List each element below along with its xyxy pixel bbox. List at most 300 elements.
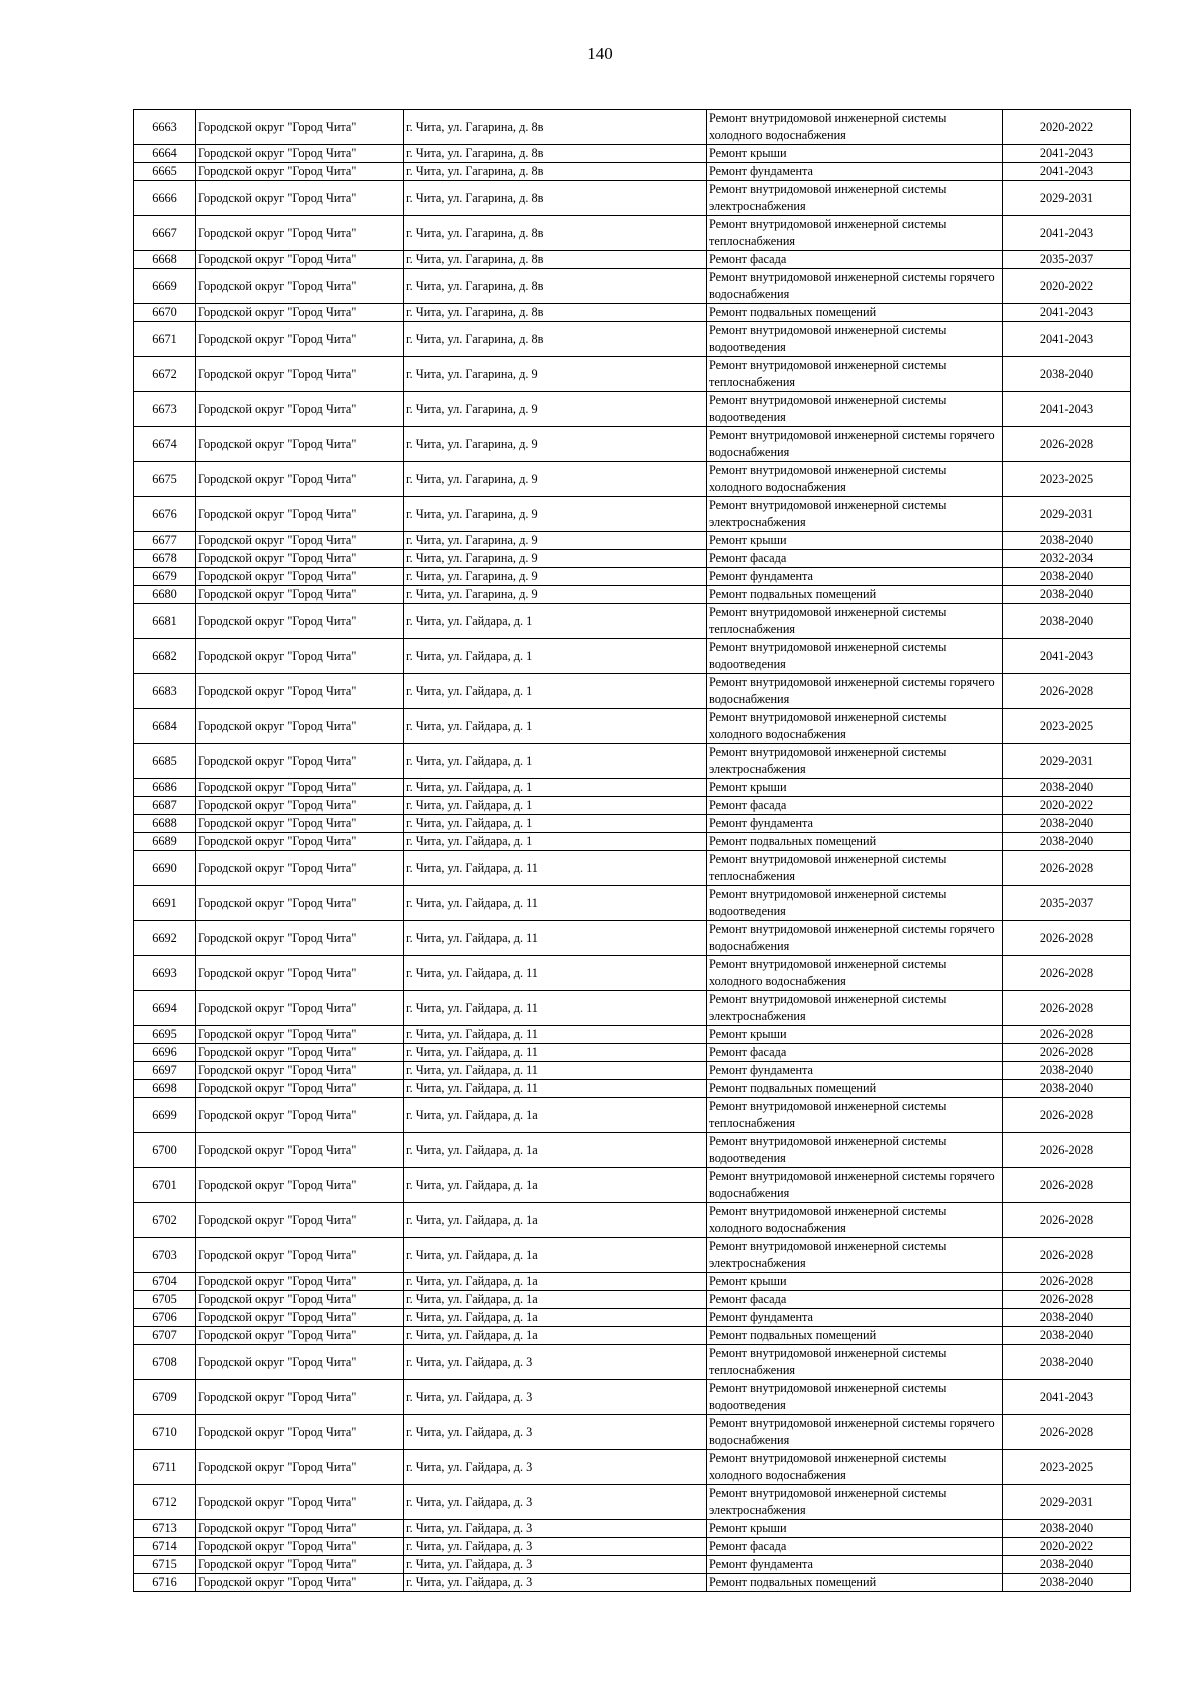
municipality-cell: Городской округ "Город Чита" bbox=[196, 1345, 404, 1380]
period-cell: 2038-2040 bbox=[1003, 1574, 1131, 1592]
address-cell: г. Чита, ул. Гайдара, д. 3 bbox=[404, 1450, 707, 1485]
table-row bbox=[134, 1044, 1131, 1062]
table-row bbox=[134, 163, 1131, 181]
period-cell: 2023-2025 bbox=[1003, 1450, 1131, 1485]
municipality-cell: Городской округ "Город Чита" bbox=[196, 1026, 404, 1044]
table-row bbox=[134, 1345, 1131, 1380]
municipality-cell: Городской округ "Город Чита" bbox=[196, 744, 404, 779]
work-type-cell: Ремонт внутридомовой инженерной системы горячего водоснабжения bbox=[707, 1415, 1003, 1450]
period-cell: 2026-2028 bbox=[1003, 1273, 1131, 1291]
municipality-cell: Городской округ "Город Чита" bbox=[196, 833, 404, 851]
work-type-cell: Ремонт внутридомовой инженерной системы электроснабжения bbox=[707, 744, 1003, 779]
row-number: 6674 bbox=[134, 427, 196, 462]
table-row bbox=[134, 1080, 1131, 1098]
table-row bbox=[134, 1203, 1131, 1238]
address-cell: г. Чита, ул. Гайдара, д. 3 bbox=[404, 1345, 707, 1380]
table-row bbox=[134, 532, 1131, 550]
municipality-cell: Городской округ "Город Чита" bbox=[196, 304, 404, 322]
address-cell: г. Чита, ул. Гагарина, д. 8в bbox=[404, 110, 707, 145]
work-type-cell: Ремонт подвальных помещений bbox=[707, 1574, 1003, 1592]
work-type-cell: Ремонт внутридомовой инженерной системы водоотведения bbox=[707, 392, 1003, 427]
municipality-cell: Городской округ "Город Чита" bbox=[196, 1291, 404, 1309]
table-row bbox=[134, 1450, 1131, 1485]
municipality-cell: Городской округ "Город Чита" bbox=[196, 1168, 404, 1203]
municipality-cell: Городской округ "Город Чита" bbox=[196, 497, 404, 532]
work-type-cell: Ремонт внутридомовой инженерной системы холодного водоснабжения bbox=[707, 462, 1003, 497]
address-cell: г. Чита, ул. Гагарина, д. 9 bbox=[404, 568, 707, 586]
table-row bbox=[134, 1556, 1131, 1574]
period-cell: 2041-2043 bbox=[1003, 163, 1131, 181]
period-cell: 2041-2043 bbox=[1003, 216, 1131, 251]
work-type-cell: Ремонт фасада bbox=[707, 550, 1003, 568]
period-cell: 2038-2040 bbox=[1003, 1080, 1131, 1098]
table-row bbox=[134, 110, 1131, 145]
row-number: 6682 bbox=[134, 639, 196, 674]
municipality-cell: Городской округ "Город Чита" bbox=[196, 956, 404, 991]
address-cell: г. Чита, ул. Гагарина, д. 8в bbox=[404, 251, 707, 269]
work-type-cell: Ремонт фундамента bbox=[707, 568, 1003, 586]
address-cell: г. Чита, ул. Гайдара, д. 1 bbox=[404, 604, 707, 639]
work-type-cell: Ремонт внутридомовой инженерной системы электроснабжения bbox=[707, 181, 1003, 216]
municipality-cell: Городской округ "Город Чита" bbox=[196, 1238, 404, 1273]
row-number: 6683 bbox=[134, 674, 196, 709]
address-cell: г. Чита, ул. Гайдара, д. 1а bbox=[404, 1203, 707, 1238]
period-cell: 2038-2040 bbox=[1003, 1327, 1131, 1345]
table-row bbox=[134, 1168, 1131, 1203]
table-row bbox=[134, 639, 1131, 674]
address-cell: г. Чита, ул. Гагарина, д. 9 bbox=[404, 532, 707, 550]
municipality-cell: Городской округ "Город Чита" bbox=[196, 886, 404, 921]
municipality-cell: Городской округ "Город Чита" bbox=[196, 357, 404, 392]
table-row bbox=[134, 269, 1131, 304]
municipality-cell: Городской округ "Город Чита" bbox=[196, 1309, 404, 1327]
address-cell: г. Чита, ул. Гагарина, д. 8в bbox=[404, 163, 707, 181]
row-number: 6698 bbox=[134, 1080, 196, 1098]
address-cell: г. Чита, ул. Гайдара, д. 1а bbox=[404, 1309, 707, 1327]
row-number: 6696 bbox=[134, 1044, 196, 1062]
municipality-cell: Городской округ "Город Чита" bbox=[196, 921, 404, 956]
municipality-cell: Городской округ "Город Чита" bbox=[196, 797, 404, 815]
table-row bbox=[134, 1327, 1131, 1345]
address-cell: г. Чита, ул. Гайдара, д. 11 bbox=[404, 1062, 707, 1080]
municipality-cell: Городской округ "Город Чита" bbox=[196, 709, 404, 744]
row-number: 6688 bbox=[134, 815, 196, 833]
period-cell: 2038-2040 bbox=[1003, 1345, 1131, 1380]
table-row bbox=[134, 1273, 1131, 1291]
period-cell: 2041-2043 bbox=[1003, 392, 1131, 427]
period-cell: 2035-2037 bbox=[1003, 251, 1131, 269]
row-number: 6689 bbox=[134, 833, 196, 851]
table-row bbox=[134, 921, 1131, 956]
row-number: 6714 bbox=[134, 1538, 196, 1556]
municipality-cell: Городской округ "Город Чита" bbox=[196, 1327, 404, 1345]
table-row bbox=[134, 586, 1131, 604]
row-number: 6671 bbox=[134, 322, 196, 357]
municipality-cell: Городской округ "Город Чита" bbox=[196, 1520, 404, 1538]
work-type-cell: Ремонт внутридомовой инженерной системы горячего водоснабжения bbox=[707, 269, 1003, 304]
municipality-cell: Городской округ "Город Чита" bbox=[196, 604, 404, 639]
municipality-cell: Городской округ "Город Чита" bbox=[196, 1273, 404, 1291]
work-type-cell: Ремонт подвальных помещений bbox=[707, 1080, 1003, 1098]
municipality-cell: Городской округ "Город Чита" bbox=[196, 1203, 404, 1238]
address-cell: г. Чита, ул. Гайдара, д. 3 bbox=[404, 1538, 707, 1556]
address-cell: г. Чита, ул. Гайдара, д. 1 bbox=[404, 815, 707, 833]
row-number: 6711 bbox=[134, 1450, 196, 1485]
work-type-cell: Ремонт внутридомовой инженерной системы водоотведения bbox=[707, 1380, 1003, 1415]
municipality-cell: Городской округ "Город Чита" bbox=[196, 163, 404, 181]
municipality-cell: Городской округ "Город Чита" bbox=[196, 110, 404, 145]
period-cell: 2041-2043 bbox=[1003, 322, 1131, 357]
period-cell: 2029-2031 bbox=[1003, 497, 1131, 532]
period-cell: 2041-2043 bbox=[1003, 1380, 1131, 1415]
row-number: 6709 bbox=[134, 1380, 196, 1415]
address-cell: г. Чита, ул. Гагарина, д. 9 bbox=[404, 357, 707, 392]
address-cell: г. Чита, ул. Гайдара, д. 3 bbox=[404, 1556, 707, 1574]
municipality-cell: Городской округ "Город Чита" bbox=[196, 1133, 404, 1168]
address-cell: г. Чита, ул. Гайдара, д. 1 bbox=[404, 674, 707, 709]
municipality-cell: Городской округ "Город Чита" bbox=[196, 568, 404, 586]
table-row bbox=[134, 604, 1131, 639]
work-type-cell: Ремонт внутридомовой инженерной системы горячего водоснабжения bbox=[707, 674, 1003, 709]
address-cell: г. Чита, ул. Гагарина, д. 8в bbox=[404, 181, 707, 216]
address-cell: г. Чита, ул. Гагарина, д. 8в bbox=[404, 216, 707, 251]
row-number: 6666 bbox=[134, 181, 196, 216]
period-cell: 2032-2034 bbox=[1003, 550, 1131, 568]
repair-schedule-table bbox=[133, 109, 1131, 1592]
work-type-cell: Ремонт внутридомовой инженерной системы горячего водоснабжения bbox=[707, 921, 1003, 956]
row-number: 6708 bbox=[134, 1345, 196, 1380]
period-cell: 2026-2028 bbox=[1003, 921, 1131, 956]
row-number: 6669 bbox=[134, 269, 196, 304]
address-cell: г. Чита, ул. Гагарина, д. 9 bbox=[404, 427, 707, 462]
address-cell: г. Чита, ул. Гайдара, д. 1а bbox=[404, 1133, 707, 1168]
work-type-cell: Ремонт подвальных помещений bbox=[707, 833, 1003, 851]
municipality-cell: Городской округ "Город Чита" bbox=[196, 1485, 404, 1520]
table-row bbox=[134, 886, 1131, 921]
table-row bbox=[134, 1062, 1131, 1080]
address-cell: г. Чита, ул. Гайдара, д. 11 bbox=[404, 1080, 707, 1098]
period-cell: 2026-2028 bbox=[1003, 956, 1131, 991]
row-number: 6691 bbox=[134, 886, 196, 921]
work-type-cell: Ремонт внутридомовой инженерной системы теплоснабжения bbox=[707, 216, 1003, 251]
period-cell: 2023-2025 bbox=[1003, 462, 1131, 497]
work-type-cell: Ремонт внутридомовой инженерной системы электроснабжения bbox=[707, 1238, 1003, 1273]
work-type-cell: Ремонт подвальных помещений bbox=[707, 1327, 1003, 1345]
work-type-cell: Ремонт крыши bbox=[707, 1026, 1003, 1044]
period-cell: 2026-2028 bbox=[1003, 1133, 1131, 1168]
row-number: 6713 bbox=[134, 1520, 196, 1538]
municipality-cell: Городской округ "Город Чита" bbox=[196, 392, 404, 427]
row-number: 6692 bbox=[134, 921, 196, 956]
period-cell: 2041-2043 bbox=[1003, 304, 1131, 322]
period-cell: 2038-2040 bbox=[1003, 568, 1131, 586]
municipality-cell: Городской округ "Город Чита" bbox=[196, 1450, 404, 1485]
work-type-cell: Ремонт внутридомовой инженерной системы холодного водоснабжения bbox=[707, 1203, 1003, 1238]
municipality-cell: Городской округ "Город Чита" bbox=[196, 586, 404, 604]
table-row bbox=[134, 357, 1131, 392]
row-number: 6694 bbox=[134, 991, 196, 1026]
municipality-cell: Городской округ "Город Чита" bbox=[196, 1415, 404, 1450]
work-type-cell: Ремонт крыши bbox=[707, 532, 1003, 550]
row-number: 6668 bbox=[134, 251, 196, 269]
table-row bbox=[134, 1520, 1131, 1538]
row-number: 6686 bbox=[134, 779, 196, 797]
address-cell: г. Чита, ул. Гайдара, д. 1 bbox=[404, 639, 707, 674]
row-number: 6690 bbox=[134, 851, 196, 886]
period-cell: 2041-2043 bbox=[1003, 639, 1131, 674]
address-cell: г. Чита, ул. Гайдара, д. 1 bbox=[404, 709, 707, 744]
municipality-cell: Городской округ "Город Чита" bbox=[196, 639, 404, 674]
table-row bbox=[134, 779, 1131, 797]
row-number: 6679 bbox=[134, 568, 196, 586]
work-type-cell: Ремонт фасада bbox=[707, 1044, 1003, 1062]
municipality-cell: Городской округ "Город Чита" bbox=[196, 1080, 404, 1098]
table-row bbox=[134, 1538, 1131, 1556]
address-cell: г. Чита, ул. Гайдара, д. 1 bbox=[404, 744, 707, 779]
period-cell: 2026-2028 bbox=[1003, 851, 1131, 886]
period-cell: 2029-2031 bbox=[1003, 744, 1131, 779]
address-cell: г. Чита, ул. Гагарина, д. 9 bbox=[404, 550, 707, 568]
work-type-cell: Ремонт внутридомовой инженерной системы теплоснабжения bbox=[707, 851, 1003, 886]
period-cell: 2035-2037 bbox=[1003, 886, 1131, 921]
work-type-cell: Ремонт внутридомовой инженерной системы холодного водоснабжения bbox=[707, 956, 1003, 991]
row-number: 6687 bbox=[134, 797, 196, 815]
work-type-cell: Ремонт внутридомовой инженерной системы водоотведения bbox=[707, 322, 1003, 357]
work-type-cell: Ремонт фундамента bbox=[707, 815, 1003, 833]
table-row bbox=[134, 251, 1131, 269]
address-cell: г. Чита, ул. Гайдара, д. 1а bbox=[404, 1273, 707, 1291]
row-number: 6715 bbox=[134, 1556, 196, 1574]
period-cell: 2026-2028 bbox=[1003, 991, 1131, 1026]
municipality-cell: Городской округ "Город Чита" bbox=[196, 216, 404, 251]
table-row bbox=[134, 1238, 1131, 1273]
table-row bbox=[134, 851, 1131, 886]
row-number: 6676 bbox=[134, 497, 196, 532]
work-type-cell: Ремонт фасада bbox=[707, 1291, 1003, 1309]
period-cell: 2038-2040 bbox=[1003, 586, 1131, 604]
address-cell: г. Чита, ул. Гайдара, д. 1а bbox=[404, 1168, 707, 1203]
address-cell: г. Чита, ул. Гайдара, д. 11 bbox=[404, 1026, 707, 1044]
period-cell: 2038-2040 bbox=[1003, 779, 1131, 797]
period-cell: 2038-2040 bbox=[1003, 532, 1131, 550]
table-row bbox=[134, 427, 1131, 462]
work-type-cell: Ремонт фасада bbox=[707, 251, 1003, 269]
period-cell: 2026-2028 bbox=[1003, 427, 1131, 462]
row-number: 6665 bbox=[134, 163, 196, 181]
work-type-cell: Ремонт внутридомовой инженерной системы теплоснабжения bbox=[707, 604, 1003, 639]
work-type-cell: Ремонт внутридомовой инженерной системы горячего водоснабжения bbox=[707, 1168, 1003, 1203]
table-row bbox=[134, 833, 1131, 851]
row-number: 6684 bbox=[134, 709, 196, 744]
municipality-cell: Городской округ "Город Чита" bbox=[196, 1380, 404, 1415]
row-number: 6707 bbox=[134, 1327, 196, 1345]
municipality-cell: Городской округ "Город Чита" bbox=[196, 1574, 404, 1592]
row-number: 6667 bbox=[134, 216, 196, 251]
address-cell: г. Чита, ул. Гайдара, д. 11 bbox=[404, 851, 707, 886]
period-cell: 2038-2040 bbox=[1003, 604, 1131, 639]
period-cell: 2038-2040 bbox=[1003, 1062, 1131, 1080]
period-cell: 2026-2028 bbox=[1003, 1098, 1131, 1133]
municipality-cell: Городской округ "Город Чита" bbox=[196, 1062, 404, 1080]
row-number: 6685 bbox=[134, 744, 196, 779]
row-number: 6712 bbox=[134, 1485, 196, 1520]
work-type-cell: Ремонт фундамента bbox=[707, 1309, 1003, 1327]
period-cell: 2020-2022 bbox=[1003, 110, 1131, 145]
period-cell: 2029-2031 bbox=[1003, 181, 1131, 216]
period-cell: 2026-2028 bbox=[1003, 1203, 1131, 1238]
municipality-cell: Городской округ "Город Чита" bbox=[196, 550, 404, 568]
table-row bbox=[134, 744, 1131, 779]
municipality-cell: Городской округ "Город Чита" bbox=[196, 251, 404, 269]
period-cell: 2026-2028 bbox=[1003, 1044, 1131, 1062]
table-row bbox=[134, 322, 1131, 357]
period-cell: 2038-2040 bbox=[1003, 357, 1131, 392]
row-number: 6663 bbox=[134, 110, 196, 145]
address-cell: г. Чита, ул. Гайдара, д. 1а bbox=[404, 1327, 707, 1345]
row-number: 6672 bbox=[134, 357, 196, 392]
row-number: 6699 bbox=[134, 1098, 196, 1133]
municipality-cell: Городской округ "Город Чита" bbox=[196, 269, 404, 304]
work-type-cell: Ремонт внутридомовой инженерной системы водоотведения bbox=[707, 1133, 1003, 1168]
table-row bbox=[134, 797, 1131, 815]
address-cell: г. Чита, ул. Гайдара, д. 11 bbox=[404, 886, 707, 921]
period-cell: 2026-2028 bbox=[1003, 1415, 1131, 1450]
table-row bbox=[134, 709, 1131, 744]
period-cell: 2038-2040 bbox=[1003, 1309, 1131, 1327]
table-row bbox=[134, 815, 1131, 833]
address-cell: г. Чита, ул. Гайдара, д. 1а bbox=[404, 1098, 707, 1133]
address-cell: г. Чита, ул. Гайдара, д. 3 bbox=[404, 1520, 707, 1538]
work-type-cell: Ремонт крыши bbox=[707, 1520, 1003, 1538]
municipality-cell: Городской округ "Город Чита" bbox=[196, 815, 404, 833]
row-number: 6704 bbox=[134, 1273, 196, 1291]
table-row bbox=[134, 1415, 1131, 1450]
municipality-cell: Городской округ "Город Чита" bbox=[196, 1044, 404, 1062]
period-cell: 2023-2025 bbox=[1003, 709, 1131, 744]
address-cell: г. Чита, ул. Гагарина, д. 8в bbox=[404, 322, 707, 357]
municipality-cell: Городской округ "Город Чита" bbox=[196, 1098, 404, 1133]
address-cell: г. Чита, ул. Гайдара, д. 3 bbox=[404, 1415, 707, 1450]
period-cell: 2029-2031 bbox=[1003, 1485, 1131, 1520]
work-type-cell: Ремонт внутридомовой инженерной системы холодного водоснабжения bbox=[707, 1450, 1003, 1485]
work-type-cell: Ремонт подвальных помещений bbox=[707, 586, 1003, 604]
address-cell: г. Чита, ул. Гагарина, д. 8в bbox=[404, 269, 707, 304]
table-row bbox=[134, 462, 1131, 497]
table-row bbox=[134, 145, 1131, 163]
address-cell: г. Чита, ул. Гайдара, д. 1 bbox=[404, 779, 707, 797]
row-number: 6678 bbox=[134, 550, 196, 568]
table-row bbox=[134, 1291, 1131, 1309]
work-type-cell: Ремонт внутридомовой инженерной системы теплоснабжения bbox=[707, 1098, 1003, 1133]
row-number: 6716 bbox=[134, 1574, 196, 1592]
work-type-cell: Ремонт внутридомовой инженерной системы электроснабжения bbox=[707, 1485, 1003, 1520]
row-number: 6710 bbox=[134, 1415, 196, 1450]
period-cell: 2026-2028 bbox=[1003, 1291, 1131, 1309]
table-row bbox=[134, 497, 1131, 532]
table-row bbox=[134, 568, 1131, 586]
period-cell: 2038-2040 bbox=[1003, 1520, 1131, 1538]
table-row bbox=[134, 181, 1131, 216]
period-cell: 2020-2022 bbox=[1003, 797, 1131, 815]
municipality-cell: Городской округ "Город Чита" bbox=[196, 427, 404, 462]
municipality-cell: Городской округ "Город Чита" bbox=[196, 322, 404, 357]
address-cell: г. Чита, ул. Гайдара, д. 11 bbox=[404, 956, 707, 991]
work-type-cell: Ремонт внутридомовой инженерной системы электроснабжения bbox=[707, 991, 1003, 1026]
work-type-cell: Ремонт внутридомовой инженерной системы горячего водоснабжения bbox=[707, 427, 1003, 462]
row-number: 6680 bbox=[134, 586, 196, 604]
table-row bbox=[134, 1309, 1131, 1327]
address-cell: г. Чита, ул. Гайдара, д. 3 bbox=[404, 1574, 707, 1592]
work-type-cell: Ремонт внутридомовой инженерной системы теплоснабжения bbox=[707, 357, 1003, 392]
table-row bbox=[134, 550, 1131, 568]
row-number: 6670 bbox=[134, 304, 196, 322]
work-type-cell: Ремонт внутридомовой инженерной системы водоотведения bbox=[707, 639, 1003, 674]
table-row bbox=[134, 991, 1131, 1026]
row-number: 6695 bbox=[134, 1026, 196, 1044]
address-cell: г. Чита, ул. Гайдара, д. 3 bbox=[404, 1485, 707, 1520]
work-type-cell: Ремонт внутридомовой инженерной системы холодного водоснабжения bbox=[707, 110, 1003, 145]
work-type-cell: Ремонт фундамента bbox=[707, 163, 1003, 181]
period-cell: 2026-2028 bbox=[1003, 674, 1131, 709]
address-cell: г. Чита, ул. Гайдара, д. 1 bbox=[404, 833, 707, 851]
table-row bbox=[134, 1026, 1131, 1044]
page-number: 140 bbox=[587, 44, 613, 63]
municipality-cell: Городской округ "Город Чита" bbox=[196, 779, 404, 797]
work-type-cell: Ремонт фасада bbox=[707, 1538, 1003, 1556]
work-type-cell: Ремонт внутридомовой инженерной системы водоотведения bbox=[707, 886, 1003, 921]
row-number: 6703 bbox=[134, 1238, 196, 1273]
row-number: 6664 bbox=[134, 145, 196, 163]
row-number: 6673 bbox=[134, 392, 196, 427]
address-cell: г. Чита, ул. Гайдара, д. 1а bbox=[404, 1291, 707, 1309]
municipality-cell: Городской округ "Город Чита" bbox=[196, 674, 404, 709]
work-type-cell: Ремонт внутридомовой инженерной системы электроснабжения bbox=[707, 497, 1003, 532]
address-cell: г. Чита, ул. Гагарина, д. 9 bbox=[404, 392, 707, 427]
municipality-cell: Городской округ "Город Чита" bbox=[196, 145, 404, 163]
table-row bbox=[134, 392, 1131, 427]
row-number: 6681 bbox=[134, 604, 196, 639]
period-cell: 2026-2028 bbox=[1003, 1026, 1131, 1044]
row-number: 6677 bbox=[134, 532, 196, 550]
table-row bbox=[134, 1098, 1131, 1133]
work-type-cell: Ремонт внутридомовой инженерной системы теплоснабжения bbox=[707, 1345, 1003, 1380]
address-cell: г. Чита, ул. Гайдара, д. 11 bbox=[404, 921, 707, 956]
work-type-cell: Ремонт фундамента bbox=[707, 1062, 1003, 1080]
row-number: 6693 bbox=[134, 956, 196, 991]
work-type-cell: Ремонт внутридомовой инженерной системы холодного водоснабжения bbox=[707, 709, 1003, 744]
row-number: 6706 bbox=[134, 1309, 196, 1327]
work-type-cell: Ремонт фасада bbox=[707, 797, 1003, 815]
table-row bbox=[134, 1133, 1131, 1168]
address-cell: г. Чита, ул. Гайдара, д. 1а bbox=[404, 1238, 707, 1273]
work-type-cell: Ремонт фундамента bbox=[707, 1556, 1003, 1574]
municipality-cell: Городской округ "Город Чита" bbox=[196, 181, 404, 216]
address-cell: г. Чита, ул. Гагарина, д. 8в bbox=[404, 145, 707, 163]
address-cell: г. Чита, ул. Гайдара, д. 1 bbox=[404, 797, 707, 815]
municipality-cell: Городской округ "Город Чита" bbox=[196, 851, 404, 886]
municipality-cell: Городской округ "Город Чита" bbox=[196, 1538, 404, 1556]
row-number: 6701 bbox=[134, 1168, 196, 1203]
address-cell: г. Чита, ул. Гагарина, д. 9 bbox=[404, 497, 707, 532]
table-row bbox=[134, 1485, 1131, 1520]
row-number: 6697 bbox=[134, 1062, 196, 1080]
row-number: 6675 bbox=[134, 462, 196, 497]
period-cell: 2026-2028 bbox=[1003, 1238, 1131, 1273]
work-type-cell: Ремонт крыши bbox=[707, 779, 1003, 797]
municipality-cell: Городской округ "Город Чита" bbox=[196, 991, 404, 1026]
address-cell: г. Чита, ул. Гагарина, д. 9 bbox=[404, 586, 707, 604]
work-type-cell: Ремонт подвальных помещений bbox=[707, 304, 1003, 322]
